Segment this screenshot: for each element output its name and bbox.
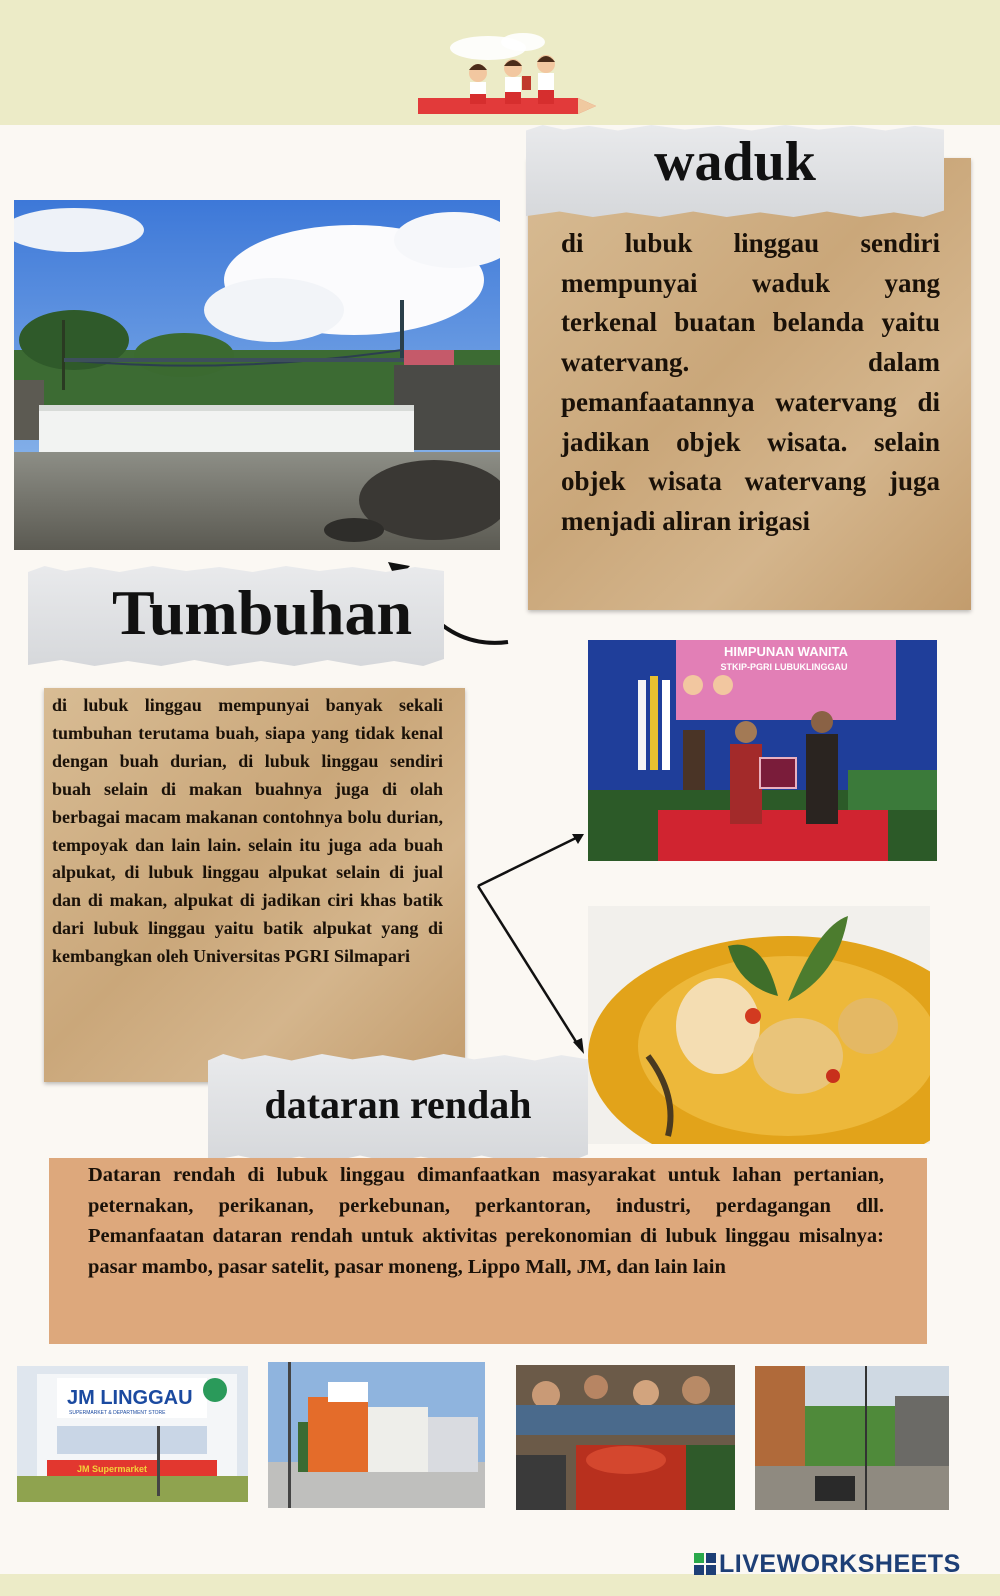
traditional-market-crowd-photo [516,1365,735,1510]
liveworksheets-mark-icon [694,1553,716,1575]
lippo-mall-photo [268,1362,485,1508]
banner-line1: HIMPUNAN WANITA [724,644,848,659]
liveworksheets-logo-text: LIVEWORKSHEETS [719,1550,961,1578]
tumbuhan-paragraph: di lubuk linggau mempunyai banyak sekali tumbuhan terutama buah, siapa yang tidak kenal dengan buah durian, di lubuk linggau sendiri buah selain di makan buahnya juga di olah berbagai macam makanan contohnya bolu durian, tempoyak dan lain lain. selain itu juga ada buah alpukat, di lubuk linggau alpukat selain di jual dan di makan, alpukat di jadikan ciri khas batik dari lubuk linggau yaitu batik alpukat yang di kembangkan oleh Universitas PGRI Silmapari [52,695,443,967]
tumbuhan-title: Tumbuhan [112,577,413,648]
himpunan-wanita-ceremony-photo [588,640,937,861]
branch-arrows [472,828,592,1058]
tempoyak-dish-photo [588,906,930,1144]
jm-lower-sign: JM Supermarket [77,1464,148,1474]
dataran-rendah-paragraph: Dataran rendah di lubuk linggau dimanfaatkan masyarakat untuk lahan pertanian, peternakan, perikanan, perkebunan, perkantoran, industri, perdagangan dll. Pemanfaatan dataran rendah untuk aktivitas perekonomian di lubuk linggau misalnya: pasar mambo, pasar satelit, pasar moneng, Lippo Mall, JM, dan lain lain [88,1164,884,1278]
banner-line2: STKIP-PGRI LUBUKLINGGAU [720,662,848,672]
jm-subtitle: SUPERMARKET & DEPARTMENT STORE [69,1410,166,1416]
waduk-paragraph: di lubuk linggau sendiri mempunyai waduk yang terkenal buatan belanda yaitu watervang. dalam pemanfaatannya watervang di jadikan objek wisata. selain objek wisata watervang juga menjadi aliran irigasi [561,228,940,536]
liveworksheets-logo [694,1550,961,1579]
street-market-photo [755,1366,949,1510]
dataran-rendah-title: dataran rendah [264,1082,532,1127]
jm-sign: JM LINGGAU [67,1387,193,1409]
watervang-dam-photo [14,200,500,550]
jm-linggau-store-photo [17,1366,248,1502]
waduk-title: waduk [654,131,816,193]
kids-on-pencil-illustration [418,28,608,128]
